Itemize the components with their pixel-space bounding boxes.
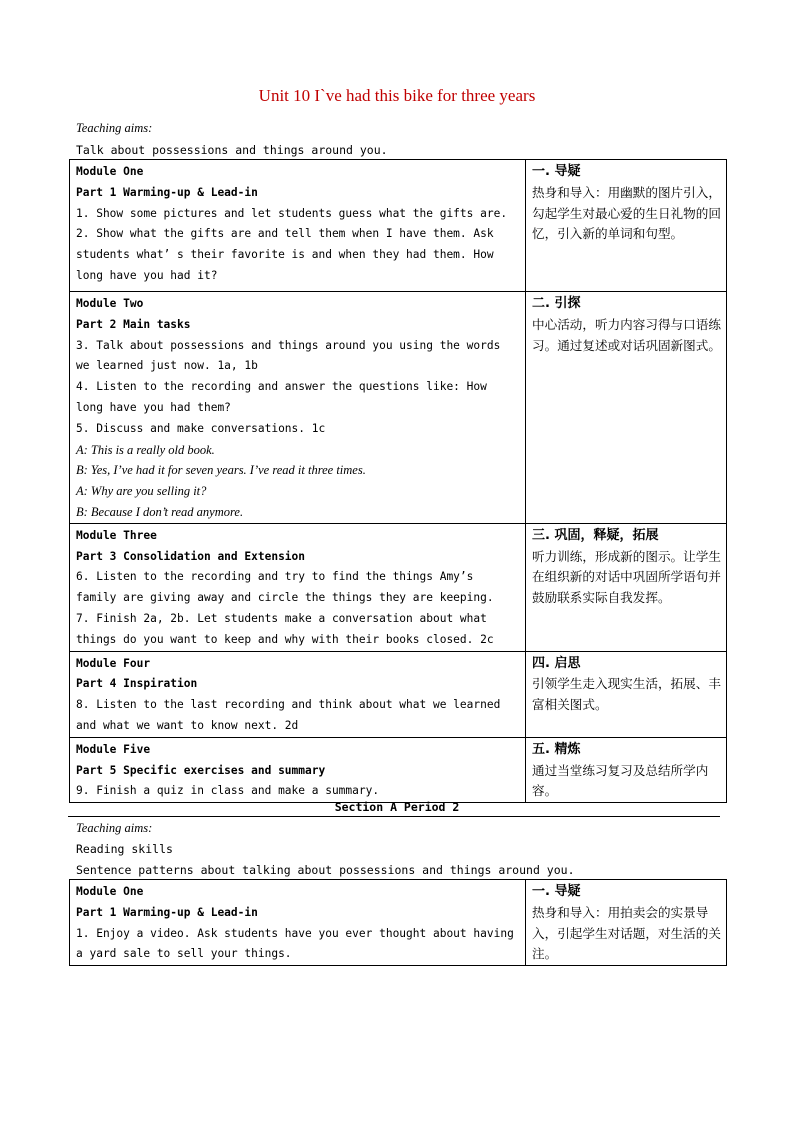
teaching-aims-label: Teaching aims: — [76, 821, 153, 835]
module-table-period-2 — [69, 879, 727, 966]
section-heading: Section A Period 2 — [334, 800, 460, 814]
part-name: Part 4 Inspiration — [76, 677, 198, 691]
module-row — [70, 160, 727, 292]
module-content — [70, 160, 526, 292]
activity-step: 3. Talk about possessions and things around you using the words we learned just now. 1a, 1b — [76, 338, 501, 373]
note-heading: 一. 导疑 — [532, 164, 581, 179]
module-content — [70, 292, 526, 524]
activity-step: 8. Listen to the last recording and think about what we learned and what we want to know next. 2d — [76, 698, 501, 732]
teaching-note — [526, 880, 727, 966]
module-row — [70, 651, 727, 737]
note-heading: 四. 启思 — [532, 655, 581, 671]
part-name: Part 5 Specific exercises and summary — [76, 763, 326, 777]
module-table-period-1 — [69, 159, 727, 803]
note-text: 听力训练，形成新的图示。让学生在组织新的对话中巩固所学语句并鼓励联系实际自我发挥。 — [532, 548, 721, 606]
note-heading: 五. 精炼 — [532, 741, 581, 757]
note-heading: 二. 引探 — [532, 296, 581, 311]
part-name: Part 2 Main tasks — [76, 317, 191, 331]
part-name: Part 1 Warming-up & Lead-in — [76, 905, 258, 919]
module-name: Module One — [76, 165, 144, 178]
module-name: Module Four — [76, 656, 151, 670]
teaching-note — [526, 651, 727, 737]
dialogue-line: A: Why are you selling it? — [76, 484, 207, 499]
part-name: Part 1 Warming-up & Lead-in — [76, 185, 258, 199]
teaching-aims-label: Teaching aims: — [76, 121, 153, 135]
teaching-note — [526, 160, 727, 292]
section-divider — [68, 816, 720, 817]
activity-step: 2. Show what the gifts are and tell them when I have them. Ask students what’ s their favorite is and when they had them. How long have you had it? — [76, 227, 494, 282]
module-row — [70, 292, 727, 524]
activity-step: 4. Listen to the recording and answer the questions like: How long have you had them? — [76, 380, 487, 414]
dialogue-line: B: Yes, I’ve had it for seven years. I’ve read it three times. — [76, 463, 366, 478]
note-heading: 三. 巩固，释疑，拓展 — [532, 527, 659, 543]
teaching-aim: Sentence patterns about talking about possessions and things around you. — [76, 863, 575, 877]
dialogue-line: A: This is a really old book. — [76, 442, 215, 457]
dialogue-line: B: Because I don’t read anymore. — [76, 504, 244, 519]
module-name: Module One — [76, 885, 144, 898]
note-text: 中心活动，听力内容习得与口语练习。通过复述或对话巩固新图式。 — [532, 316, 721, 353]
teaching-note — [526, 292, 727, 524]
module-row — [70, 737, 727, 802]
activity-step: 6. Listen to the recording and try to find the things Amy’s family are giving away and circle the things they are keeping. — [76, 570, 494, 605]
module-row — [70, 880, 727, 966]
teaching-note — [526, 737, 727, 802]
activity-step: 9. Finish a quiz in class and make a summary. — [76, 784, 380, 798]
note-text: 热身和导入：用拍卖会的实景导入，引起学生对话题，对生活的关注。 — [532, 904, 721, 962]
activity-step: 1. Enjoy a video. Ask students have you ever thought about having a yard sale to sell your things. — [76, 926, 514, 961]
part-name: Part 3 Consolidation and Extension — [76, 549, 306, 563]
module-content — [70, 651, 526, 737]
module-content — [70, 737, 526, 802]
note-text: 热身和导入：用幽默的图片引入，勾起学生对最心爱的生日礼物的回忆，引入新的单词和句型。 — [532, 184, 721, 242]
note-heading: 一. 导疑 — [532, 884, 581, 899]
page-title: Unit 10 I`ve had this bike for three years — [258, 86, 536, 105]
module-content — [70, 880, 526, 966]
note-text: 通过当堂练习复习及总结所学内容。 — [532, 762, 709, 799]
module-name: Module Five — [76, 742, 151, 756]
activity-step: 1. Show some pictures and let students guess what the gifts are. — [76, 206, 508, 220]
teaching-note — [526, 523, 727, 651]
module-row — [70, 523, 727, 651]
activity-step: 5. Discuss and make conversations. 1c — [76, 421, 326, 435]
activity-step: 7. Finish 2a, 2b. Let students make a conversation about what things do you want to keep and why with their books closed. 2c — [76, 611, 494, 646]
module-name: Module Three — [76, 528, 157, 542]
note-text: 引领学生走入现实生活，拓展、丰富相关图式。 — [532, 676, 721, 713]
module-content — [70, 523, 526, 651]
teaching-aim: Reading skills — [76, 842, 173, 856]
teaching-aim: Talk about possessions and things around you. — [76, 143, 388, 157]
module-name: Module Two — [76, 297, 144, 310]
